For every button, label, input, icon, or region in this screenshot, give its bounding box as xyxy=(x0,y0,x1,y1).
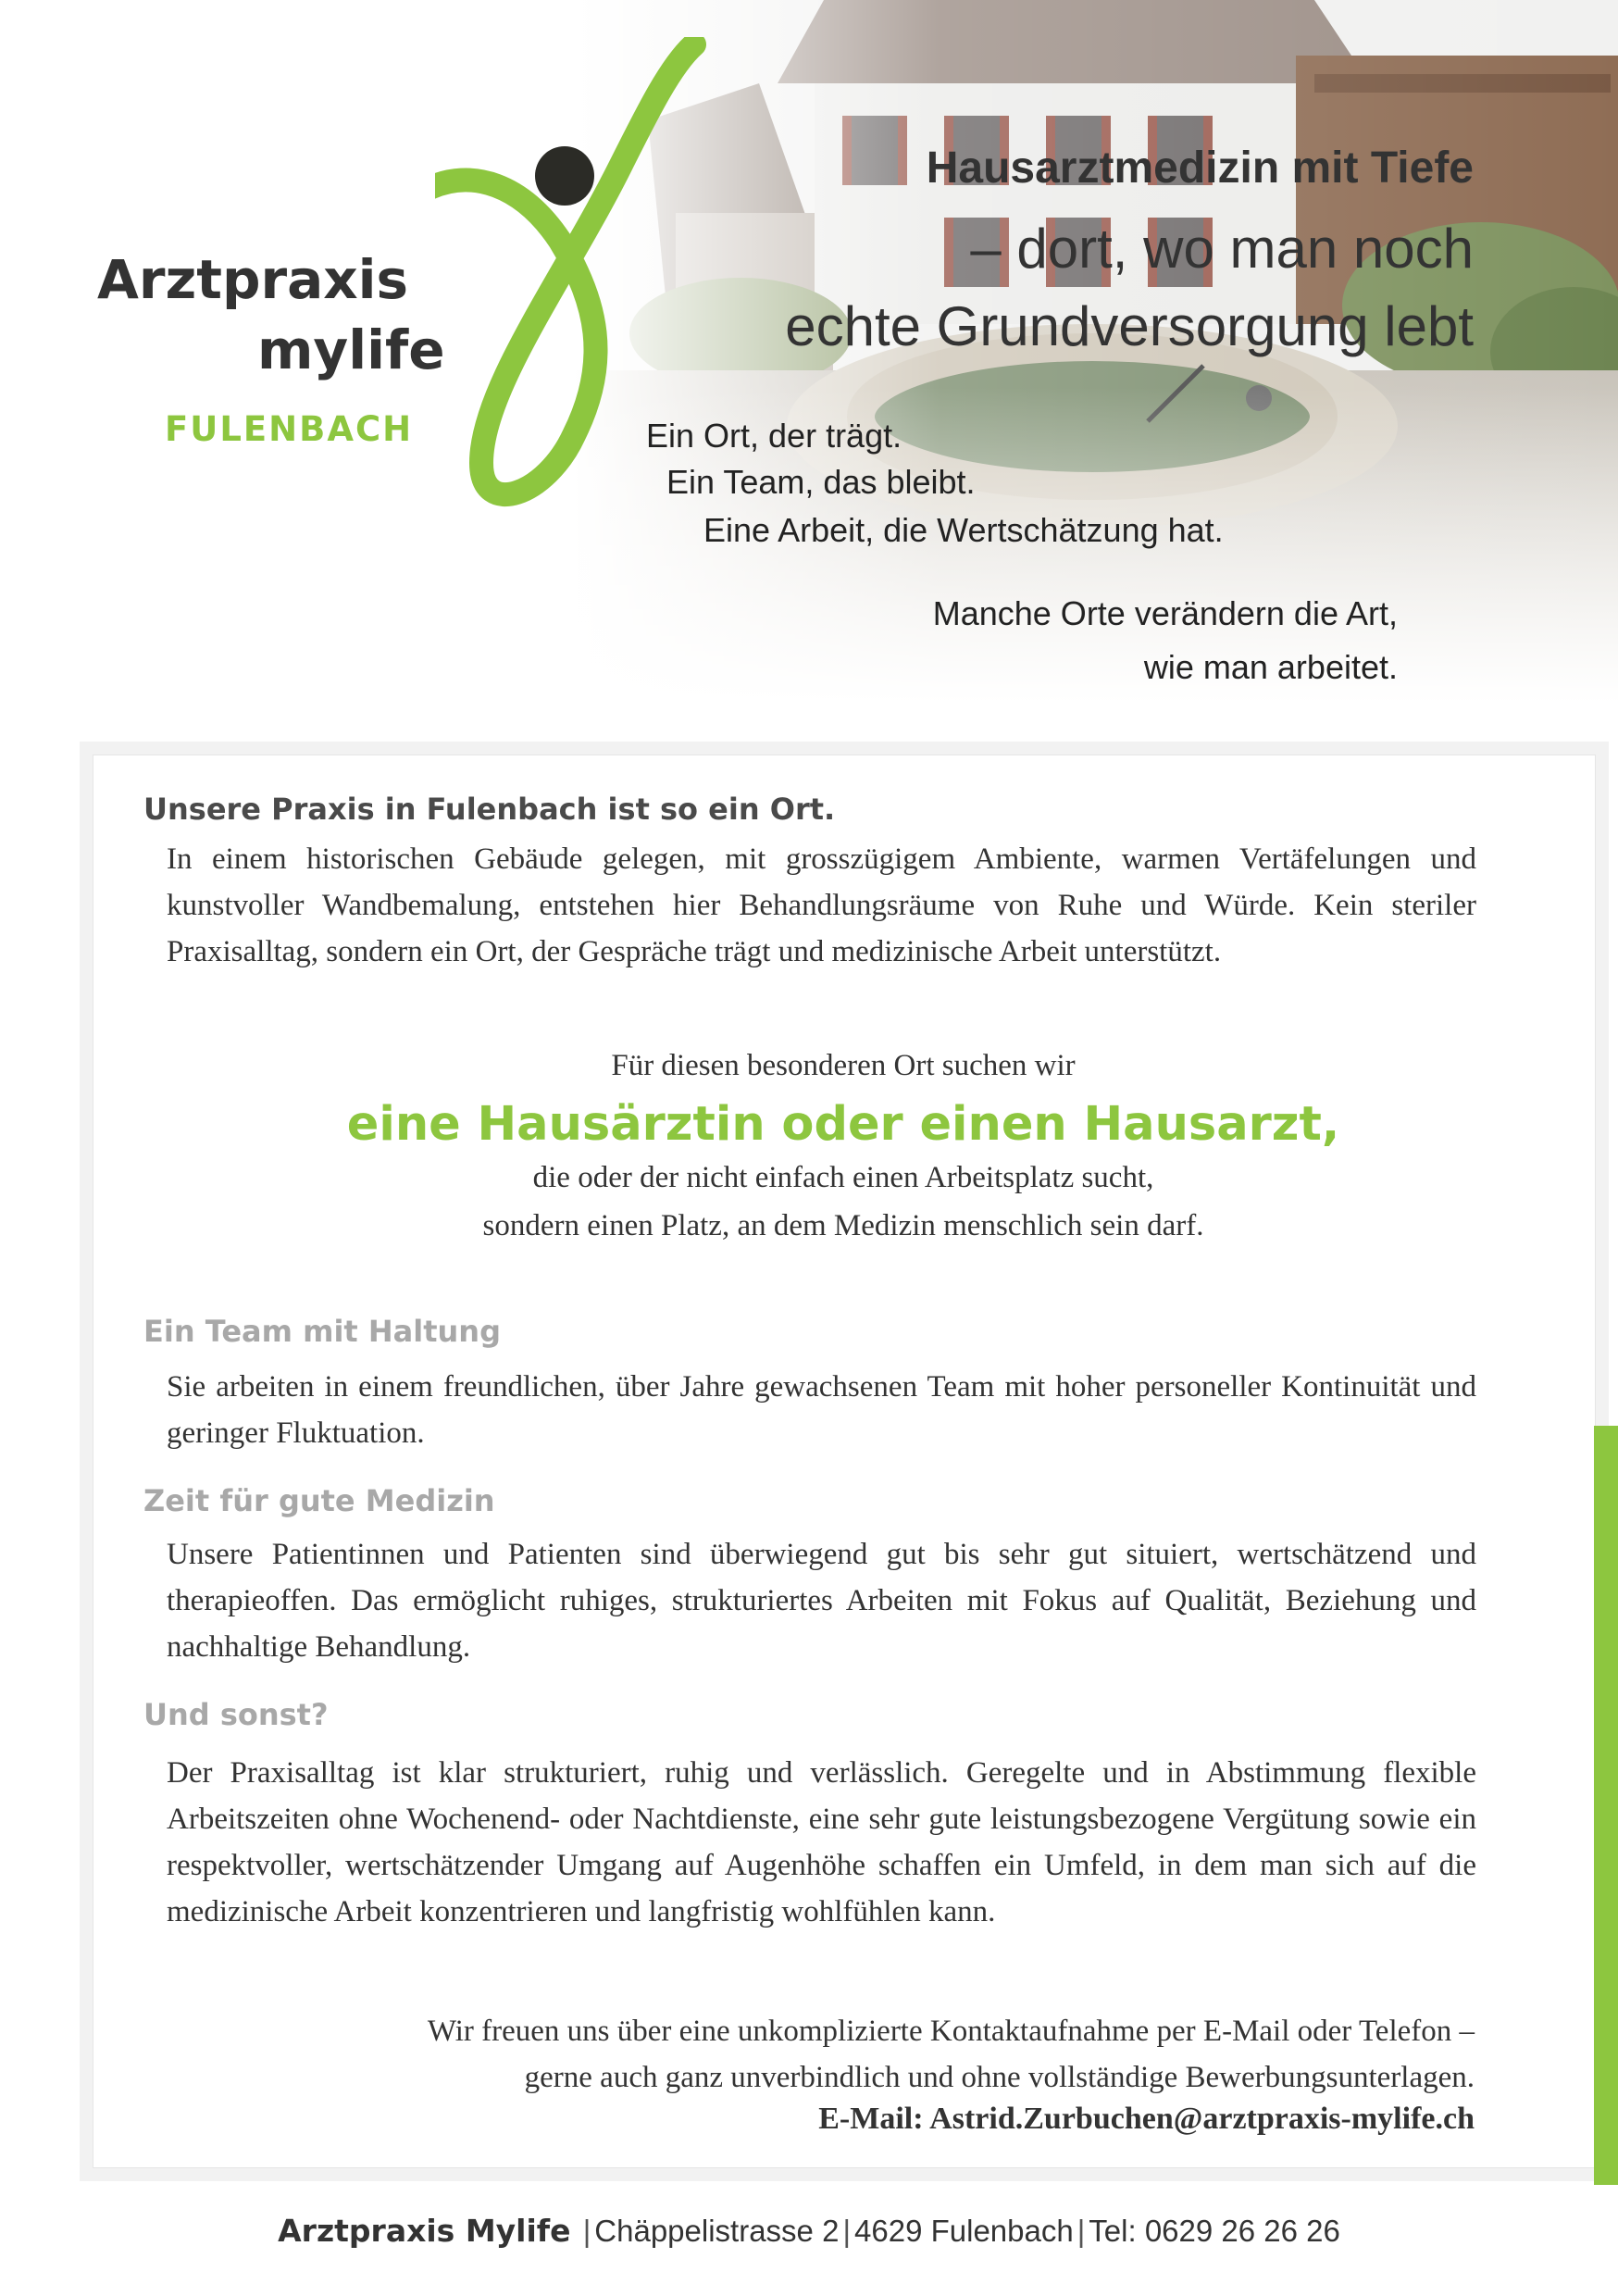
footer-phone[interactable]: Tel: 0629 26 26 26 xyxy=(1089,2214,1340,2248)
search-sub-1: die oder der nicht einfach einen Arbeitsplatz sucht, xyxy=(532,1161,1154,1194)
footer-street: Chäppelistrasse 2 xyxy=(594,2214,840,2248)
section-text-other: Der Praxisalltag ist klar strukturiert, ruhig und verlässlich. Geregelte und in Abstimmung flexible Arbeitszeiten ohne Wochenend- oder Nachtdienste, eine sehr gute leistungsbezogene Vergütung sowie ein respektvoller, wertschätzender Umgang auf Augenhöhe schaffen ein Umfeld, in dem man sich auf die medizinische Arbeit konzentrieren und langfristig wohlfühlen kann. xyxy=(167,1756,1476,1928)
headline-line-2: – dort, wo man noch xyxy=(970,218,1474,280)
footer-separator: | xyxy=(1077,2214,1086,2248)
accent-bar xyxy=(1594,1426,1618,2185)
section-title-team: Ein Team mit Haltung xyxy=(143,1314,501,1349)
contact-email-link[interactable]: E-Mail: Astrid.Zurbuchen@arztpraxis-mylife.ch xyxy=(818,2102,1475,2136)
search-sub-2: sondern einen Platz, an dem Medizin menschlich sein darf. xyxy=(482,1209,1204,1242)
tagline-5: wie man arbeitet. xyxy=(1143,648,1398,686)
intro-text: In einem historischen Gebäude gelegen, mit grosszügigem Ambiente, warmen Vertäfelungen und kunstvoller Wandbemalung, entstehen hier Behandlungsräume von Ruhe und Würde. Kein steriler Praxisalltag, sondern ein Ort, der Gespräche trägt und medizinische Arbeit unterstützt. xyxy=(167,842,1476,968)
logo-text-arztpraxis: Arztpraxis xyxy=(97,248,409,311)
tagline-2: Ein Team, das bleibt. xyxy=(666,463,976,501)
section-title-medicine: Zeit für gute Medizin xyxy=(143,1483,495,1518)
footer-name: Arztpraxis Mylife xyxy=(278,2213,571,2249)
headline-line-3: echte Grundversorgung lebt xyxy=(785,295,1474,357)
section-text-team: Sie arbeiten in einem freundlichen, über Jahre gewachsenen Team mit hoher personeller Kontinuität und geringer Fluktuation. xyxy=(167,1370,1476,1450)
search-lead: Für diesen besonderen Ort suchen wir xyxy=(611,1049,1076,1082)
headline-line-1: Hausarztmedizin mit Tiefe xyxy=(926,144,1474,193)
intro-title: Unsere Praxis in Fulenbach ist so ein Ort. xyxy=(143,792,836,827)
footer xyxy=(0,2213,1618,2249)
tagline-4: Manche Orte verändern die Art, xyxy=(932,594,1398,632)
logo-text-city: FULENBACH xyxy=(165,409,414,449)
contact-line-1: Wir freuen uns über eine unkomplizierte Kontaktaufnahme per E-Mail oder Telefon – xyxy=(427,2015,1475,2048)
section-text-medicine: Unsere Patientinnen und Patienten sind überwiegend gut bis sehr gut situiert, wertschätzend und therapieoffen. Das ermöglicht ruhiges, strukturiertes Arbeiten mit Fokus auf Qualität, Beziehung und nachhaltige Behandlung. xyxy=(167,1538,1476,1664)
footer-city: 4629 Fulenbach xyxy=(854,2214,1074,2248)
contact-line-2: gerne auch ganz unverbindlich und ohne vollständige Bewerbungsunterlagen. xyxy=(524,2061,1475,2094)
footer-separator: | xyxy=(842,2214,852,2248)
tagline-3: Eine Arbeit, die Wertschätzung hat. xyxy=(703,511,1224,549)
footer-separator: | xyxy=(582,2214,591,2248)
position-title: eine Hausärztin oder einen Hausarzt, xyxy=(346,1097,1340,1152)
section-title-other: Und sonst? xyxy=(143,1697,329,1732)
tagline-1: Ein Ort, der trägt. xyxy=(646,417,902,455)
logo-text-mylife: mylife xyxy=(257,318,445,381)
